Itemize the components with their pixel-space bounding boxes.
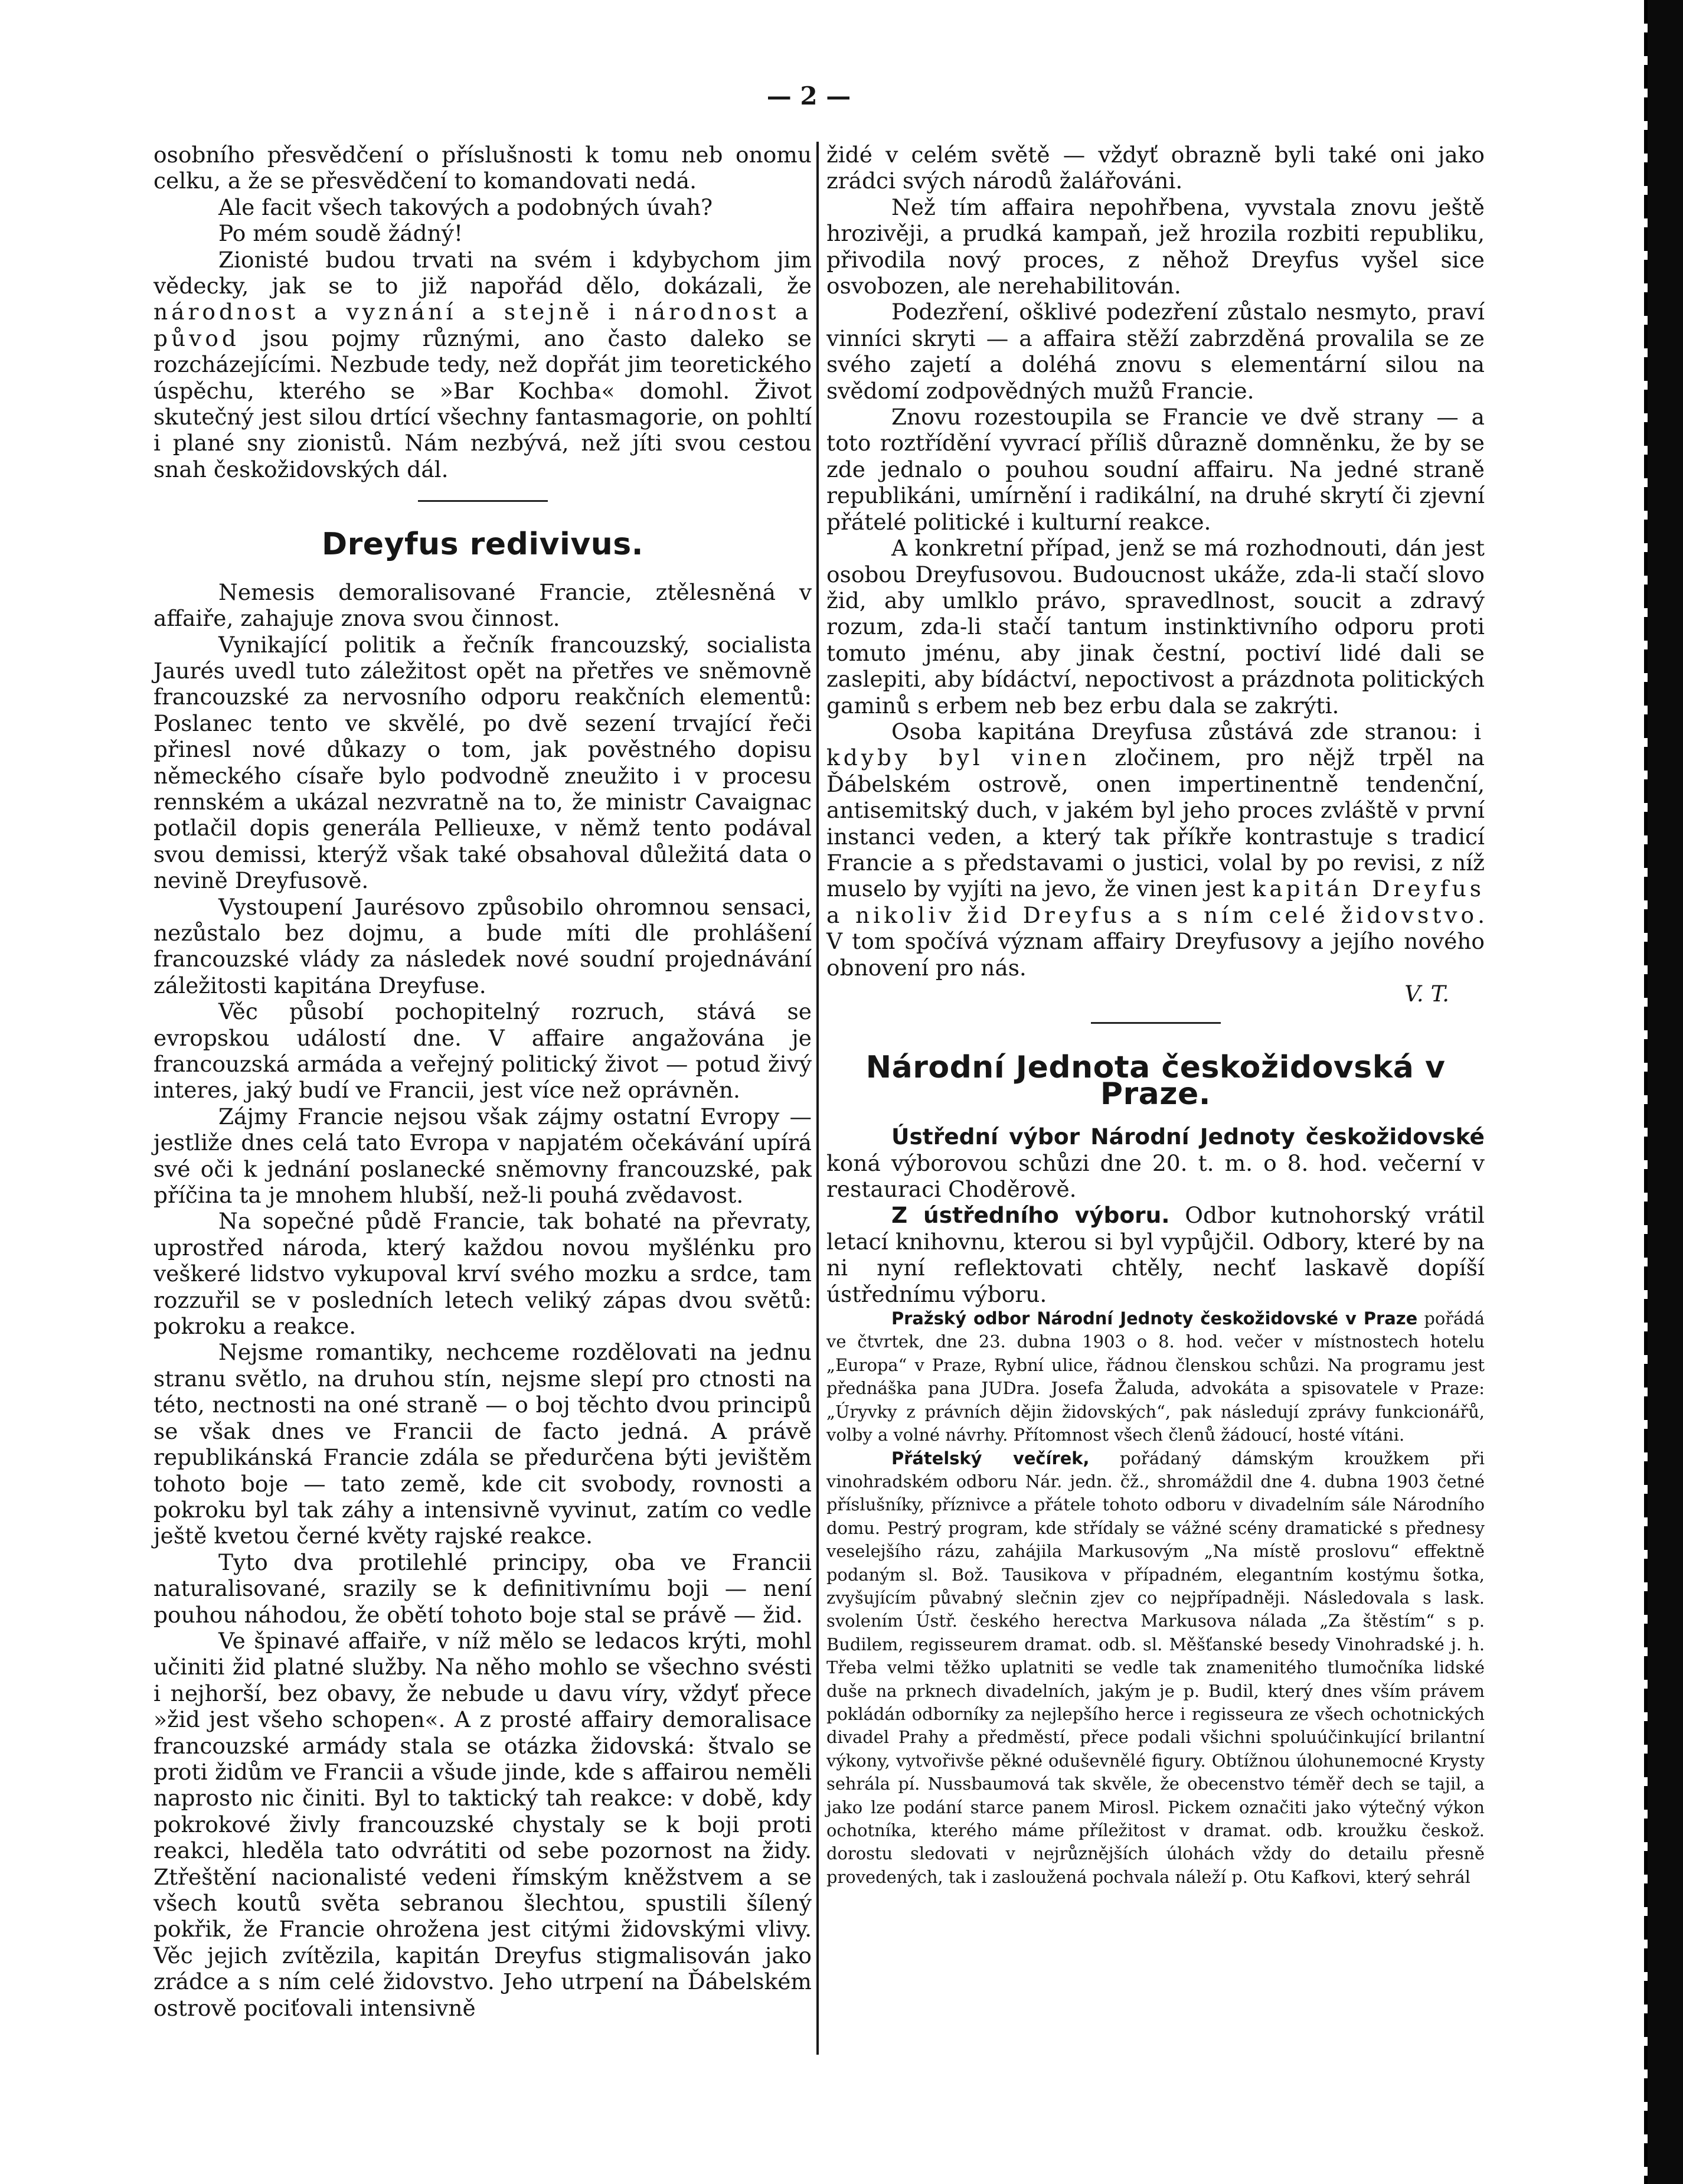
paragraph: Podezření, ošklivé podezření zůstalo nesmyto, praví vinníci skryti — a affaira stěží zabrzděná provalila se ze svého zajetí a doléhá znovu s elementární silou na svědomí zodpovědných mužů Francie. (826, 299, 1485, 404)
article-title: Dreyfus redivivus. (322, 527, 643, 563)
section-title: Národní Jednota českožidovská v Praze. (865, 1050, 1446, 1112)
notice-text: pořádá ve čtvrtek, dne 23. dubna 1903 o 8. hod. večer v místnostech hotelu „Europa“ v Praze, Rybní ulice, řádnou členskou schůzi. Na programu jest přednáška pana JUDra. Josefa Žaluda, advokáta a spisovatele v Praze: „Úryvky z právních dějin židovských“, pak následují zprávy funkcionářů, volby a volné návrhy. Přítomnost všech členů žádoucí, hosté vítáni. (826, 1308, 1485, 1445)
emphasis-text: i kdyby byl vinen (826, 718, 1485, 771)
section-divider (1091, 1022, 1221, 1024)
emphasis-text: kapitán Dreyfus a nikoliv žid Dreyfus a s ním celé židovstvo (826, 876, 1485, 928)
paragraph: Vystoupení Jaurésovo způsobilo ohromnou sensaci, nezůstalo bez dojmu, a bude míti dle prohlášení francouzské vlády za následek nové soudní projednávání záležitosti kapitána Dreyfuse. (153, 893, 812, 998)
paragraph: Tyto dva protilehlé principy, oba ve Francii naturalisované, srazily se k definitivnímu boji — není pouhou náhodou, že obětí tohoto boje stal se právě — žid. (153, 1549, 812, 1628)
text-run: zločinem, pro nějž trpěl na Ďábelském ostrově, onen impertinentně tendenční, antisemitský duch, v jakém byl jeho proces zvláště v první instanci veden, a který tak příkře kontrastuje s tradicí Francie a s představami o justici, volal by po revisi, z níž muselo by vyjíti na jevo, že vinen jest (826, 745, 1485, 902)
emphasis-text: národnost a vyznání a stejně i národnost a původ (153, 299, 812, 351)
paragraph: Zájmy Francie nejsou však zájmy ostatní Evropy — jestliže dnes celá tato Evropa v napjatém očekávání upírá své oči k jednání poslanecké sněmovny francouzské, pak příčina ta je mnohem hlubší, než-li pouhá zvědavost. (153, 1103, 812, 1209)
paragraph (153, 247, 812, 483)
notice (826, 1124, 1485, 1202)
scan-edge (1648, 0, 1683, 2184)
paragraph: Ale facit všech takových a podobných úvah? (218, 194, 713, 220)
section-divider (418, 500, 548, 502)
text-run: Zionisté budou trvati na svém i kdybychom jim vědecky, jak se to již napořád dělo, dokázali, že (153, 246, 812, 299)
text-run: Osoba kapitána Dreyfusa zůstává zde stranou: (891, 718, 1474, 745)
notice (826, 1307, 1485, 1447)
author-signature: V. T. (1404, 981, 1449, 1007)
paragraph: Než tím affaira nepohřbena, vyvstala znovu ještě hrozivěji, a prudká kampaň, jež hrozila rozbiti republiku, přivodila nový proces, z něhož Dreyfus vyšel sice osvobozen, ale nerehabilitován. (826, 194, 1485, 299)
paragraph: Nemesis demoralisované Francie, ztělesněná v affaiře, zahajuje znova svou činnost. (153, 579, 812, 632)
notice (826, 1447, 1485, 1889)
right-column (826, 142, 1485, 1889)
notice-text: pořádaný dámským kroužkem při vinohradském odboru Nár. jedn. čž., shromáždil dne 4. dubna 1903 četné příslušníky, příznivce a přátele tohoto odboru v divadelním sále Národního domu. Pestrý program, kde střídaly se vážné scény dramatické s přednesy veselejšího rázu, zahájila Markusovým „Na místě proslovu“ effektně podaným sl. Bož. Tausikova v případném, elegantním kostýmu šotka, zvyšujícím půvabný slečnin zjev co nejpřípadněji. Následovala s lask. svolením Ústř. českého herectva Markusova nálada „Za štěstím“ s p. Budilem, regisseurem dramat. odb. sl. Měšťanské besedy Vinohradské j. h. Třeba velmi těžko uplatniti se vedle tak znamenitého tlumočníka lidské duše na prknech divadelních, jakým je p. Budil, který dnes vším právem pokládán odborníky za nejlepšího herce i regisseura ze všech ochotnických divadel Prahy a předměstí, přece podali všichni spoluúčinkující brilantní výkony, vytvořivše pěkné oduševnělé figury. Obtížnou úlohunemocné Krysty sehrála pí. Nussbaumová tak skvěle, že obecenstvo téměř dech se tajil, a jako lze podání starce panem Mirosl. Pickem označiti jako výtečný výkon ochotníka, kterého máme příležitost v dramat. odb. kroužku českož. dorostu sledovati v nejrůznějších úlohách vždy do detailu přesně provedených, tak i zasloužená pochvala náleží p. Otu Kafkovi, který sehrál (826, 1448, 1485, 1887)
notice (826, 1202, 1485, 1307)
paragraph: Věc působí pochopitelný rozruch, stává se evropskou událostí dne. V affaire angažována je francouzská armáda a veřejný politický život — potud živý interes, jaký budí ve Francii, jest více než oprávněn. (153, 998, 812, 1104)
notice-heading: Ústřední výbor Národní Jednoty českožidovské (891, 1124, 1485, 1150)
paragraph: Ve špinavé affaiře, v níž mělo se ledacos krýti, mohl učiniti žid platné služby. Na něho mohlo se všechno svésti i nejhorší, bez obavy, že nebude u davu víry, vždyť přece »žid jest všeho schopen«. A z prosté affairy demoralisace francouzské armády stala se otázka židovská: štvalo se proti židům ve Francii a všude jinde, kde s affairou neměli naprosto nic činiti. Byl to taktický tah reakce: v době, kdy pokrokové živly francouzské chystaly se k boji proti reakci, hleděla tato odvrátiti od sebe pozornost na židy. Ztřeštění nacionalisté vedeni římským kněžstvem a se všech koutů světa sebranou šlechtou, spustili šílený pokřik, že Francie ohrožena jest citými židovskými vlivy. Věc jejich zvítězila, kapitán Dreyfus stigmalisován jako zrádce a s ním celé židovstvo. Jeho utrpení na Ďábelském ostrově pociťovali intensivně (153, 1627, 812, 2021)
paragraph: Na sopečné půdě Francie, tak bohaté na převraty, uprostřed národa, který každou novou myšlénku pro veškeré lidstvo vykupoval krví svého mozku a srdce, tam rozzuřil se v posledních letech veliký zápas dvou světů: pokroku a reakce. (153, 1208, 812, 1340)
page-number: — 2 — (766, 81, 851, 110)
notice-heading: Z ústředního výboru. (891, 1202, 1170, 1229)
notice-text: Odbor kutnohorský vrátil letací knihovnu, kterou si byl vypůjčil. Odbory, které by na ni nyní reflektovati chtěly, nechť laskavě dopíší ústřednímu výboru. (826, 1202, 1485, 1307)
column-divider (816, 142, 819, 2055)
paragraph: osobního přesvědčení o příslušnosti k tomu neb onomu celku, a že se přesvědčení to komandovati nedá. (153, 142, 812, 194)
text-run: jsou pojmy různými, ano často daleko se rozcházejícími. Nezbude tedy, než dopřát jim teoretického úspěchu, kterého se »Bar Kochba« domohl. Život skutečný jest silou drtící všechny fantasmagorie, on pohltí i plané sny zionistů. Nám nezbývá, než jíti svou cestou snah českožidovských dál. (153, 325, 812, 482)
paragraph: židé v celém světě — vždyť obrazně byli také oni jako zrádci svých národů žalářováni. (826, 142, 1485, 194)
paragraph: A konkretní případ, jenž se má rozhodnouti, dán jest osobou Dreyfusovou. Budoucnost ukáže, zda-li stačí slovo žid, aby umlklo právo, spravedlnost, soucit a zdravý rozum, zda-li stačí tantum instinktivního odporu proti tomuto jménu, aby jinak čestní, poctiví lidé dali se zaslepiti, aby bídáctví, nepoctivost a prázdnota politických gaminů s erbem neb bez erbu dala se zakrýti. (826, 535, 1485, 719)
paragraph: Nejsme romantiky, nechceme rozdělovati na jednu stranu světlo, na druhou stín, nejsme slepí pro ctnosti na této, nectnosti na oné straně — o boj těchto dvou principů se však dnes ve Francii de facto jedná. A právě republikánská Francie zdála se předurčena býti jevištěm tohoto boje — tato země, kde cit svobody, rovnosti a pokroku byl tak záhy a intensivně vyvinut, zatím co vedle ještě kvetou černé květy rajské reakce. (153, 1339, 812, 1549)
notice-heading: Pražský odbor Národní Jednoty českožidovské v Praze (891, 1308, 1418, 1329)
notice-text: koná výborovou schůzi dne 20. t. m. o 8. hod. večerní v restauraci Choděrově. (826, 1150, 1485, 1203)
left-column (153, 142, 812, 2021)
paragraph: Znovu rozestoupila se Francie ve dvě strany — a toto roztřídění vyvrací příliš důrazně domněnku, že by se zde jednalo o pouhou soudní affairu. Na jedné straně republikáni, umírnění i radikální, na druhé skrytí či zjevní přátelé politické i kulturní reakce. (826, 404, 1485, 535)
text-run: . V tom spočívá význam affairy Dreyfusovy a jejího nového obnovení pro nás. (826, 902, 1485, 981)
paragraph: Vynikající politik a řečník francouzský, socialista Jaurés uvedl tuto záležitost opět na přetřes ve sněmovně francouzské za nervosního odporu reakčních elementů: Poslanec tento ve skvělé, po dvě sezení trvající řeči přinesl nové důkazy o tom, jak pověstného dopisu německého císaře bylo podvodně zneužito i v procesu rennském a ukázal nezvratně na to, že ministr Cavaignac potlačil dopis generála Pellieuxe, v němž tento podával svou demissi, kterýž však také obsahoval důležitá data o nevině Dreyfusově. (153, 631, 812, 894)
notice-heading: Přátelský večírek, (891, 1448, 1090, 1468)
paragraph (826, 719, 1485, 981)
paragraph: Po mém soudě žádný! (218, 220, 463, 247)
